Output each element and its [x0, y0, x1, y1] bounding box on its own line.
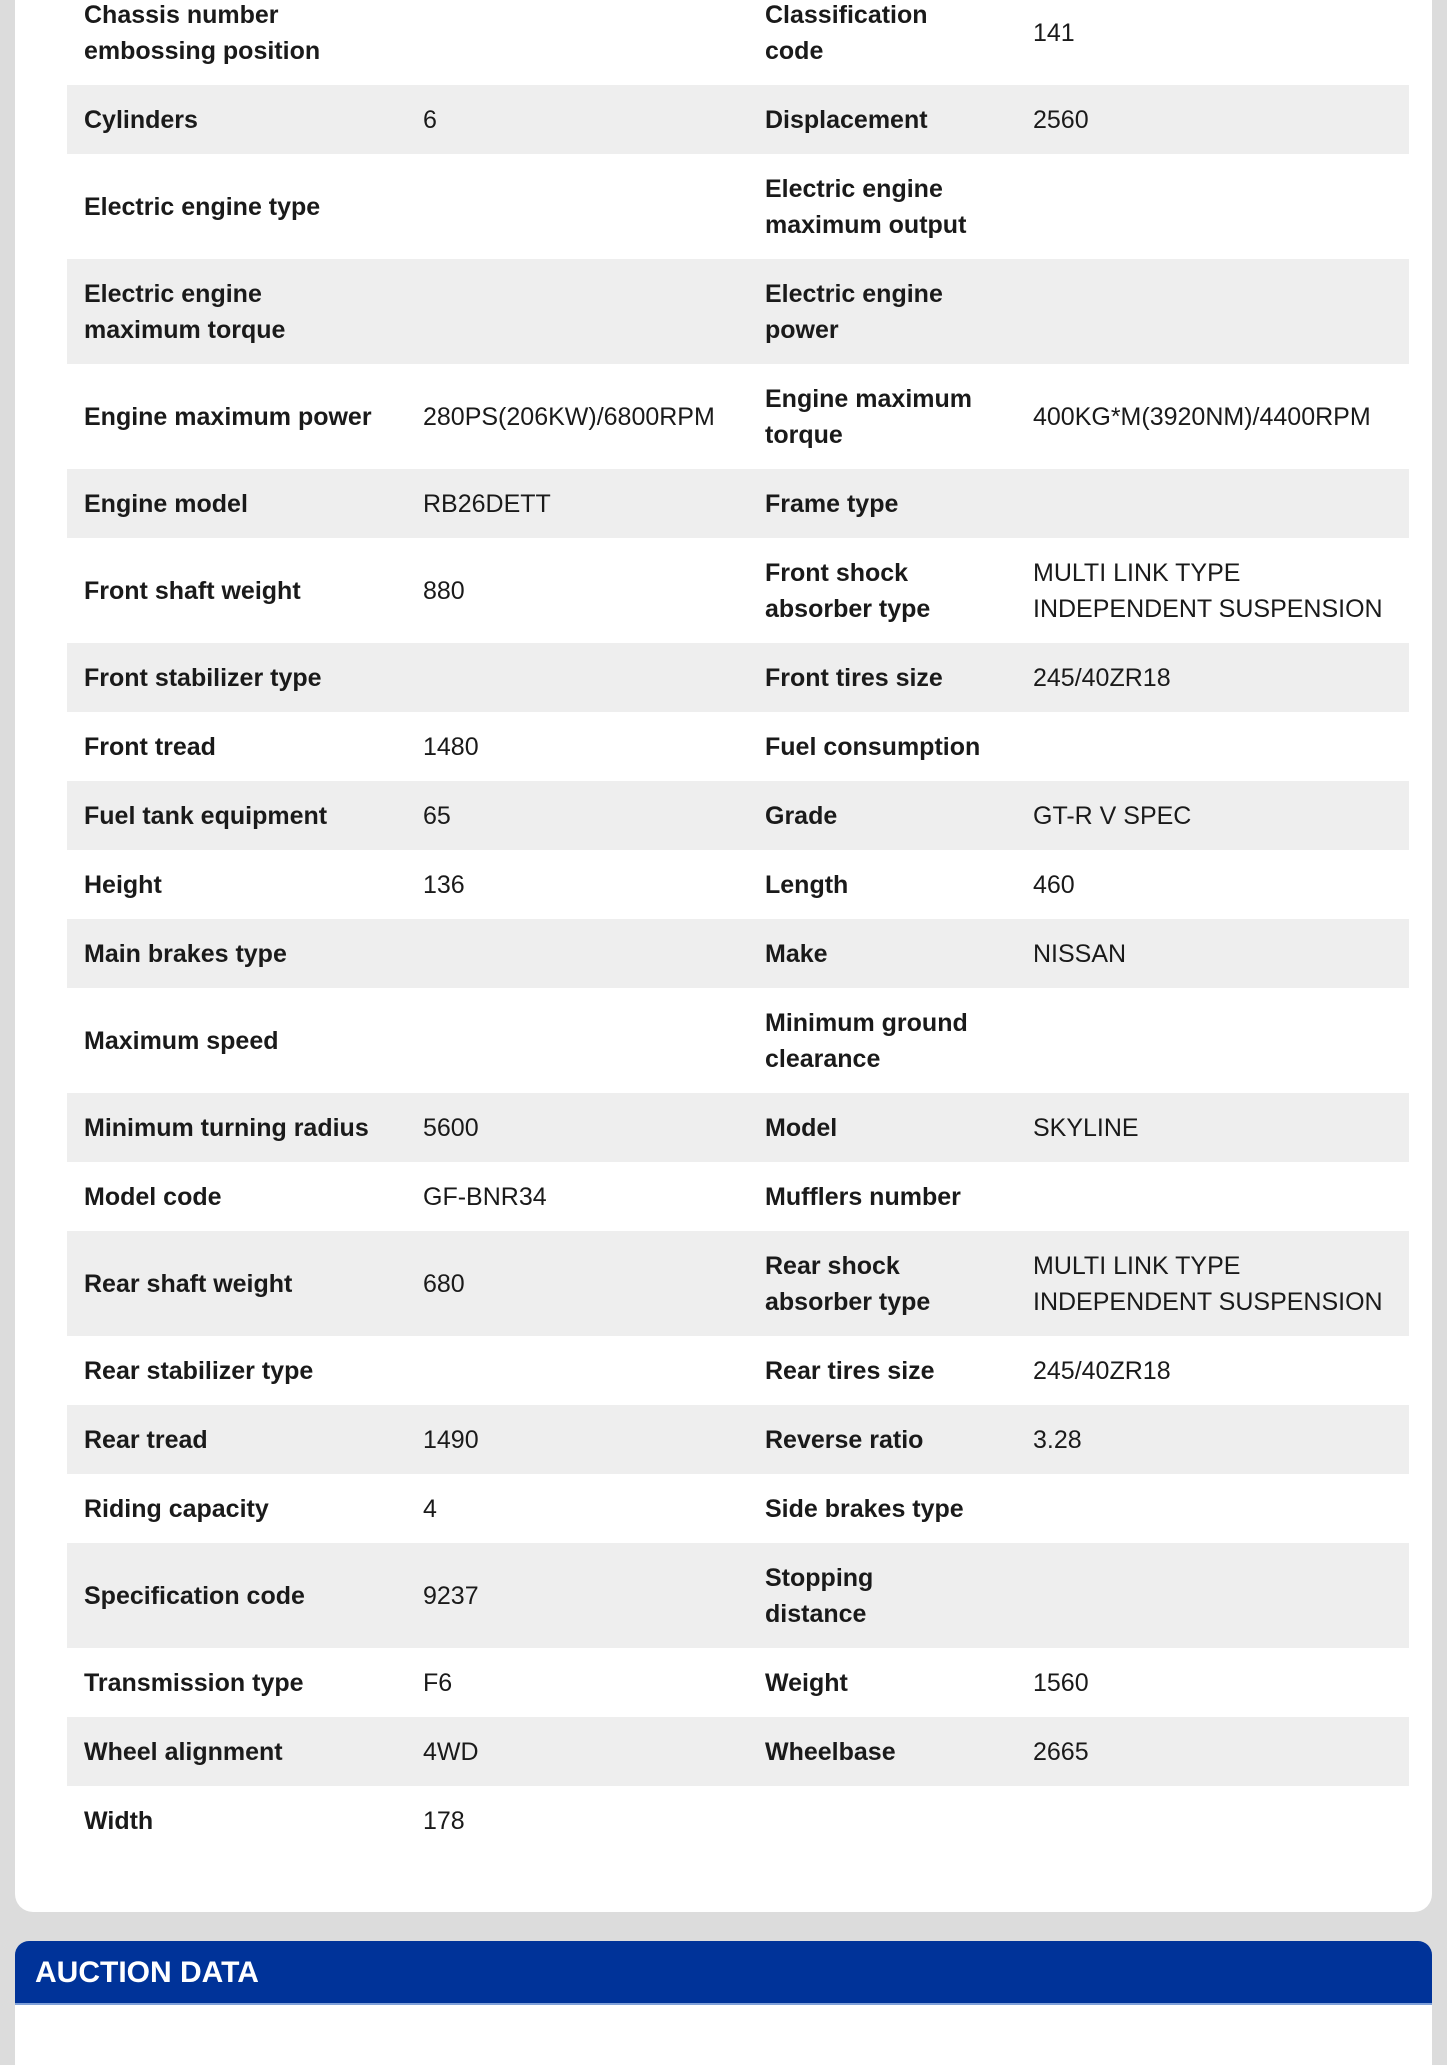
spec-label: Electric engine maximum torque	[84, 279, 286, 344]
specifications-card	[15, 0, 1432, 1912]
spec-label: Electric engine maximum output	[765, 174, 967, 239]
spec-label: Width	[84, 1806, 154, 1835]
spec-value: 245/40ZR18	[1033, 663, 1171, 692]
spec-value: MULTI LINK TYPE INDEPENDENT SUSPENSION	[1033, 1251, 1383, 1316]
table-row	[67, 1231, 1409, 1336]
table-row	[67, 154, 1409, 259]
table-row	[67, 712, 1409, 781]
spec-value: 6	[423, 105, 437, 134]
spec-label: Rear stabilizer type	[84, 1356, 314, 1385]
spec-label: Maximum speed	[84, 1026, 279, 1055]
spec-label: Side brakes type	[765, 1494, 964, 1523]
spec-label: Front shock absorber type	[765, 558, 931, 623]
spec-label: Frame type	[765, 489, 899, 518]
spec-value: 245/40ZR18	[1033, 1356, 1171, 1385]
spec-value: F6	[423, 1668, 453, 1697]
table-row	[67, 1336, 1409, 1405]
spec-label: Model	[765, 1113, 838, 1142]
table-row	[67, 364, 1409, 469]
table-row	[67, 643, 1409, 712]
spec-value: 5600	[423, 1113, 479, 1142]
spec-label: Minimum turning radius	[84, 1113, 369, 1142]
spec-label: Fuel tank equipment	[84, 801, 328, 830]
table-row	[67, 919, 1409, 988]
spec-value: 141	[1033, 18, 1075, 47]
spec-label: Electric engine power	[765, 279, 943, 344]
spec-value: 4	[423, 1494, 437, 1523]
spec-label: Electric engine type	[84, 192, 321, 221]
table-row	[67, 1717, 1409, 1786]
spec-label: Rear shaft weight	[84, 1269, 293, 1298]
table-row	[67, 1648, 1409, 1717]
spec-label: Wheel alignment	[84, 1737, 283, 1766]
table-row	[67, 1162, 1409, 1231]
spec-label: Riding capacity	[84, 1494, 269, 1523]
spec-label: Rear tread	[84, 1425, 208, 1454]
spec-label: Minimum ground clearance	[765, 1008, 968, 1073]
spec-value: 2560	[1033, 105, 1089, 134]
spec-value: 3.28	[1033, 1425, 1082, 1454]
spec-value: 9237	[423, 1581, 479, 1610]
spec-label: Rear shock absorber type	[765, 1251, 931, 1316]
spec-label: Engine maximum power	[84, 402, 372, 431]
spec-label: Front shaft weight	[84, 576, 301, 605]
spec-label: Transmission type	[84, 1668, 304, 1697]
spec-label: Grade	[765, 801, 838, 830]
table-row	[67, 850, 1409, 919]
spec-value: RB26DETT	[423, 489, 551, 518]
spec-value: 136	[423, 870, 465, 899]
spec-label: Main brakes type	[84, 939, 287, 968]
spec-label: Front stabilizer type	[84, 663, 322, 692]
table-row	[67, 1474, 1409, 1543]
spec-value: 65	[423, 801, 451, 830]
spec-label: Cylinders	[84, 105, 198, 134]
table-row	[67, 0, 1409, 85]
spec-label: Rear tires size	[765, 1356, 935, 1385]
spec-value: 1490	[423, 1425, 479, 1454]
spec-label: Reverse ratio	[765, 1425, 924, 1454]
spec-value: 1480	[423, 732, 479, 761]
table-row	[67, 85, 1409, 154]
spec-label: Displacement	[765, 105, 928, 134]
spec-value: MULTI LINK TYPE INDEPENDENT SUSPENSION	[1033, 558, 1383, 623]
spec-value: 280PS(206KW)/6800RPM	[423, 402, 715, 431]
auction-data-header	[15, 1941, 1432, 2005]
table-row	[67, 259, 1409, 364]
spec-label: Make	[765, 939, 828, 968]
spec-value: 880	[423, 576, 465, 605]
spec-label: Chassis number embossing position	[84, 0, 321, 65]
spec-value: NISSAN	[1033, 939, 1127, 968]
spec-label: Engine maximum torque	[765, 384, 972, 449]
spec-label: Height	[84, 870, 162, 899]
spec-label: Fuel consumption	[765, 732, 981, 761]
spec-value: GF-BNR34	[423, 1182, 547, 1211]
spec-value: 1560	[1033, 1668, 1089, 1697]
spec-value: GT-R V SPEC	[1033, 801, 1192, 830]
spec-label: Weight	[765, 1668, 848, 1697]
spec-label: Stopping distance	[765, 1563, 874, 1628]
table-row	[67, 781, 1409, 850]
table-row	[67, 469, 1409, 538]
spec-value: SKYLINE	[1033, 1113, 1139, 1142]
spec-label: Wheelbase	[765, 1737, 896, 1766]
spec-value: 4WD	[423, 1737, 479, 1766]
spec-label: Specification code	[84, 1581, 305, 1610]
spec-label: Front tread	[84, 732, 216, 761]
table-row	[67, 1405, 1409, 1474]
spec-label: Mufflers number	[765, 1182, 961, 1211]
table-row	[67, 1093, 1409, 1162]
specifications-table	[67, 0, 1409, 1855]
table-row	[67, 1543, 1409, 1648]
spec-label: Length	[765, 870, 849, 899]
spec-label: Engine model	[84, 489, 248, 518]
spec-label: Classification code	[765, 0, 928, 65]
auction-data-title: AUCTION DATA	[35, 1956, 259, 1989]
spec-value: 680	[423, 1269, 465, 1298]
spec-value: 400KG*M(3920NM)/4400RPM	[1033, 402, 1371, 431]
auction-data-body	[15, 2005, 1432, 2065]
spec-value: 2665	[1033, 1737, 1089, 1766]
spec-label: Model code	[84, 1182, 222, 1211]
table-row	[67, 538, 1409, 643]
spec-label: Front tires size	[765, 663, 943, 692]
spec-value: 460	[1033, 870, 1075, 899]
table-row	[67, 988, 1409, 1093]
spec-value: 178	[423, 1806, 465, 1835]
table-row	[67, 1786, 1409, 1855]
